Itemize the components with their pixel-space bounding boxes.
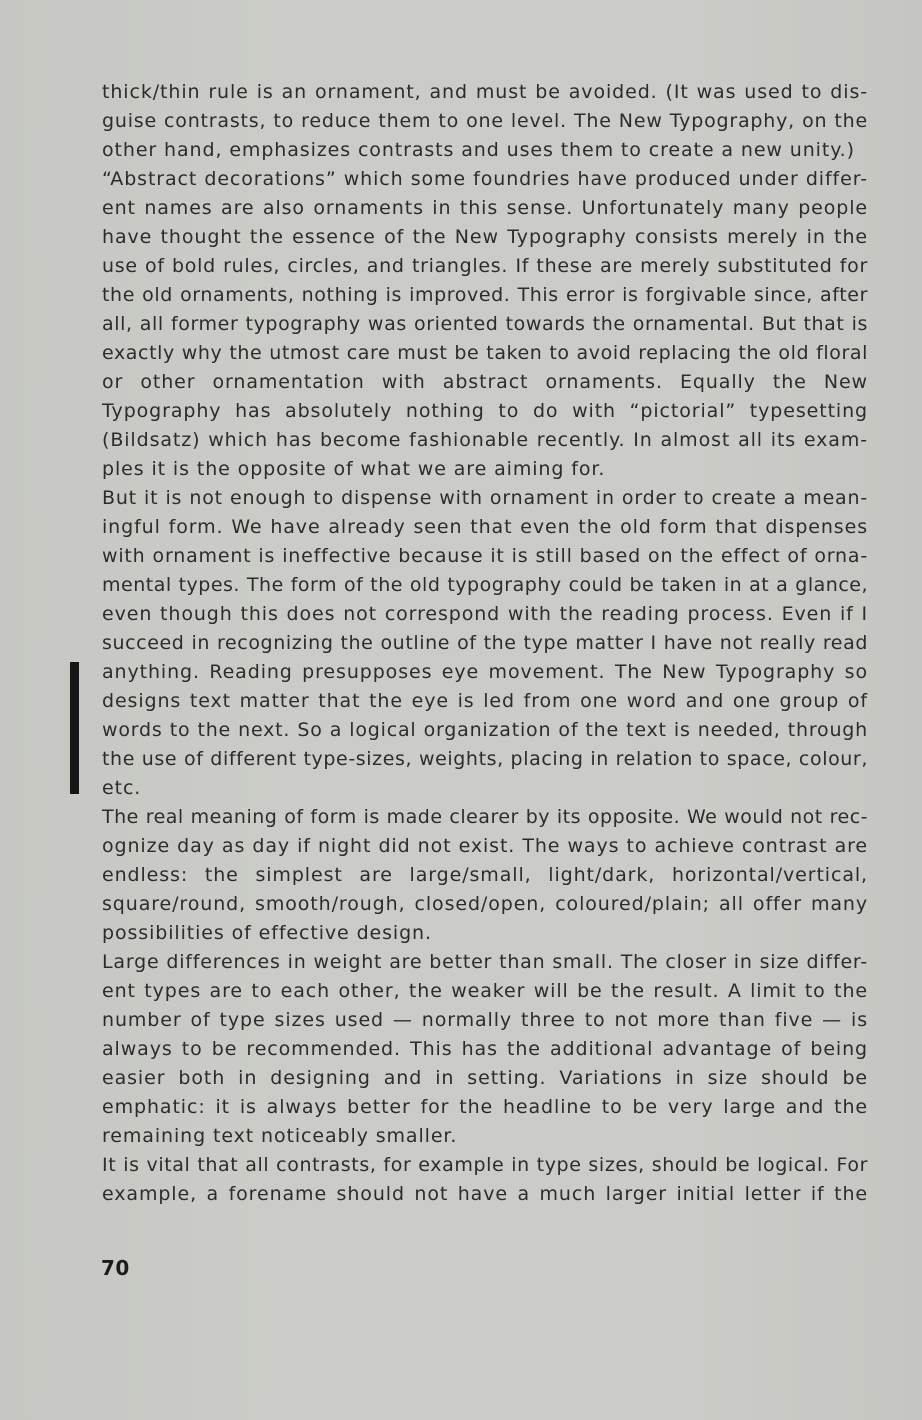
text-line: the old ornaments, nothing is improved. This error is forgivable since, after [102,284,868,306]
text-line: have thought the essence of the New Typography consists merely in the [102,226,868,248]
text-line: ingful form. We have already seen that even the old form that dispenses [102,516,868,538]
text-line: always to be recommended. This has the additional advantage of being [102,1038,868,1060]
text-line: But it is not enough to dispense with ornament in order to create a mean- [102,487,868,509]
text-line: remaining text noticeably smaller. [102,1125,458,1147]
page-number: 70 [101,1256,130,1280]
text-line: even though this does not correspond with the reading process. Even if I [102,603,868,625]
text-line: designs text matter that the eye is led from one word and one group of [102,690,868,712]
body-text [102,78,868,1209]
text-line: Typography has absolutely nothing to do with “pictorial” typesetting [102,400,868,422]
text-line: the use of different type-sizes, weights, placing in relation to space, colour, [102,748,868,770]
text-line: guise contrasts, to reduce them to one level. The New Typography, on the [102,110,868,132]
text-line: ognize day as day if night did not exist. The ways to achieve contrast are [102,835,868,857]
text-line: with ornament is ineffective because it is still based on the effect of orna- [102,545,868,567]
text-line: words to the next. So a logical organization of the text is needed, through [102,719,868,741]
text-line: anything. Reading presupposes eye movement. The New Typography so [102,661,868,683]
text-line: possibilities of effective design. [102,922,432,944]
text-line: The real meaning of form is made clearer by its opposite. We would not rec- [102,806,868,828]
text-line: Large differences in weight are better than small. The closer in size differ- [102,951,868,973]
text-line: ent names are also ornaments in this sense. Unfortunately many people [102,197,868,219]
text-line: It is vital that all contrasts, for example in type sizes, should be logical. For [102,1154,868,1176]
text-line: ples it is the opposite of what we are aiming for. [102,458,606,480]
text-line: ent types are to each other, the weaker will be the result. A limit to the [102,980,868,1002]
text-line: easier both in designing and in setting. Variations in size should be [102,1067,868,1089]
text-line: endless: the simplest are large/small, light/dark, horizontal/vertical, [102,864,868,886]
text-line: etc. [102,777,142,799]
text-line: (Bildsatz) which has become fashionable recently. In almost all its exam- [102,429,868,451]
text-line: mental types. The form of the old typography could be taken in at a glance, [102,574,868,596]
text-line: number of type sizes used — normally three to not more than five — is [102,1009,868,1031]
text-line: succeed in recognizing the outline of the type matter I have not really read [102,632,868,654]
text-line: or other ornamentation with abstract ornaments. Equally the New [102,371,868,393]
text-line: emphatic: it is always better for the headline to be very large and the [102,1096,868,1118]
text-line: example, a forename should not have a much larger initial letter if the [102,1183,868,1205]
text-line: square/round, smooth/rough, closed/open, coloured/plain; all offer many [102,893,868,915]
margin-marker-bar [70,662,79,794]
text-line: “Abstract decorations” which some foundries have produced under differ- [102,168,868,190]
text-line: thick/thin rule is an ornament, and must be avoided. (It was used to dis- [102,81,868,103]
text-line: exactly why the utmost care must be taken to avoid replacing the old floral [102,342,868,364]
text-line: other hand, emphasizes contrasts and uses them to create a new unity.) [102,139,855,161]
text-line: use of bold rules, circles, and triangles. If these are merely substituted for [102,255,868,277]
text-line: all, all former typography was oriented towards the ornamental. But that is [102,313,868,335]
